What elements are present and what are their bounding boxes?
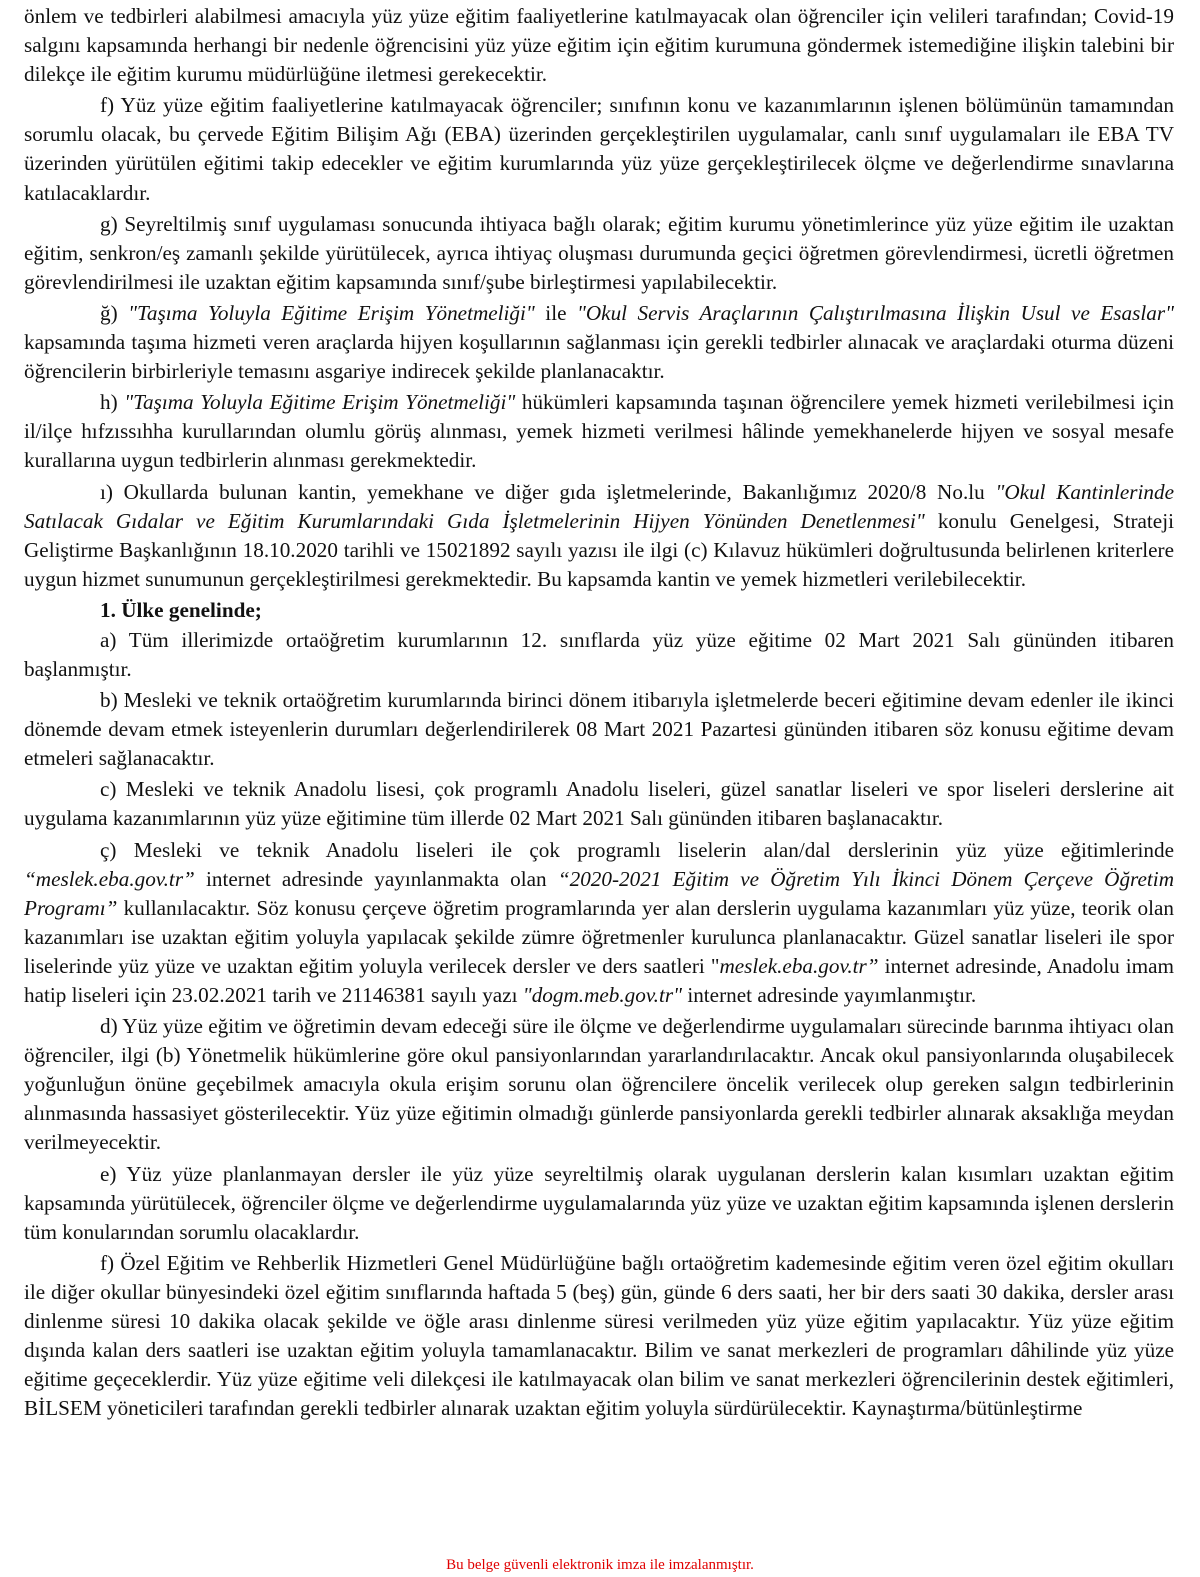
paragraph-text: a) Tüm illerimizde ortaöğretim kurumlarının 12. sınıflarda yüz yüze eğitime 02 Mart 2021 Salı gününden itibaren başlanmıştır. [24,627,1174,681]
paragraph-text: d) Yüz yüze eğitim ve öğretimin devam edeceği süre ile ölçme ve değerlendirme uygulamaları sürecinde barınma ihtiyacı olan öğrenciler, ilgi (b) Yönetmelik hükümlerine göre okul pansiyonlarından yararlandırılacaktır. Ancak okul pansiyonlarında oluşabilecek yoğunluğun önüne geçebilmek amacıyla okula erişim sorunu olan öğrencilere öncelik verilecek olup gereken salgın tedbirlerinin alınmasında hassasiyet gösterilecektir. Yüz yüze eğitimin olmadığı günlerde pansiyonlarda gerekli tedbirler alınarak aksaklığa meydan verilmeyecektir. [24,1014,1174,1155]
quoted-title: meslek.eba.gov.tr” [719,953,879,978]
paragraph-text: f) Yüz yüze eğitim faaliyetlerine katılmayacak öğrenciler; sınıfının konu ve kazanımlarının işlenen bölümünün tamamından sorumlu olacak, bu çervede Eğitim Bilişim Ağı (EBA) üzerinden gerçekleştirilen uygulamalar, canlı sınıf uygulamaları ile EBA TV üzerinden yürütülen eğitimi takip edecekler ve eğitim kurumlarında yüz yüze gerçekleştirilecek ölçme ve değerlendirme sınavlarına katılacaklardır. [24,93,1174,205]
paragraph-text: h) [100,390,125,415]
paragraph-text: f) Özel Eğitim ve Rehberlik Hizmetleri Genel Müdürlüğüne bağlı ortaöğretim kademesinde eğitim veren özel eğitim okulları ile diğer okullar bünyesindeki özel eğitim sınıflarında haftada 5 (beş) gün, günde 6 ders saati, her bir ders saati 30 dakika, dersler arası dinlenme süresi 10 dakika olacak şekilde ve öğle arası dinlenme süresi verilmeden yüz yüze eğitim yapılacaktır. Yüz yüze eğitim dışında kalan ders saatleri ise uzaktan eğitim yoluyla tamamlanacaktır. Bilim ve sanat merkezleri de programları dâhilinde yüz yüze eğitime geçeceklerdir. Yüz yüze eğitime veli dilekçesi ile katılmayacak olan bilim ve sanat merkezleri öğrencilerinin destek eğitimleri, BİLSEM yöneticileri tarafından gerekli tedbirler alınarak uzaktan eğitim yoluyla sürdürülecektir. Kaynaştırma/bütünleştirme [24,1250,1174,1421]
paragraph-text: ç) Mesleki ve teknik Anadolu liseleri ile çok programlı liselerin alan/dal derslerinin yüz yüze eğitimlerinde [100,837,1174,862]
quoted-title: "Okul Kantinlerinde Satılacak Gıdalar ve Eğitim Kurumlarındaki Gıda İşletmelerinin Hijyen Yönünden Denetlenmesi" [24,479,1174,533]
section-heading [24,596,1174,625]
paragraph-text: b) Mesleki ve teknik ortaöğretim kurumlarında birinci dönem itibarıyla işletmelerde beceri eğitimine devam edenler ile ikinci dönemde devam etmek isteyenlerin durumları değerlendirilerek 08 Mart 2021 Pazartesi gününden itibaren söz konusu eğitime devam etmeleri sağlanacaktır. [24,688,1174,771]
quoted-title: "dogm.meb.gov.tr" [522,983,683,1007]
paragraph-f [24,91,1174,207]
paragraph-g-breve [24,299,1174,386]
paragraph-text: 1. Ülke genelinde; [100,597,262,622]
quoted-title: "Okul Servis Araçlarının Çalıştırılmasına İlişkin Usul ve Esaslar" [576,300,1174,325]
paragraph-i [24,478,1174,594]
paragraph-text: ile [534,300,577,325]
paragraph-text: hükümleri kapsamında taşınan öğrencilere yemek hizmeti verilebilmesi için il/ilçe hıfzıssıhha kurullarından olumlu görüş alınması, yemek hizmeti verilmesi hâlinde yemekhanelerde hijyen ve sosyal mesafe kurallarına uygun tedbirlerin alınması gerekmektedir. [24,390,1174,473]
paragraph-1a [24,626,1174,684]
paragraph-text: konulu Genelgesi, Strateji Geliştirme Başkanlığının 18.10.2020 tarihli ve 15021892 sayılı yazısı ile ilgi (c) Kılavuz hükümleri doğrultusunda belirlenen kriterlere uygun hizmet sunumunun gerçekleştirilmesi gerekmektedir. Bu kapsamda kantin ve yemek hizmetleri verilebilecektir. [24,508,1174,591]
paragraph-text: ğ) [100,300,129,325]
paragraph-g [24,210,1174,297]
paragraph-1f [24,1249,1174,1424]
paragraph-1d [24,1012,1174,1157]
paragraph-text: internet adresinde yayımlanmıştır. [682,983,977,1007]
paragraph-text: kapsamında taşıma hizmeti veren araçlarda hijyen koşullarının sağlanması için gerekli tedbirler alınacak ve araçlardaki oturma düzeni öğrencilerin birbirleriyle temasını asgariye indirecek şekilde planlanacaktır. [24,330,1174,384]
paragraph-text: kullanılacaktır. Söz konusu çerçeve öğretim programlarında yer alan derslerin uygulama kazanımları yüz yüze, teorik olan kazanımları ise uzaktan eğitim yoluyla yapılacak şekilde zümre öğretmenler kurulunca planlanacaktır. Güzel sanatlar liseleri ile spor liselerinde yüz yüze ve uzaktan eğitim yoluyla verilecek dersler ve ders saatleri " [24,895,1174,978]
paragraph-1b [24,686,1174,773]
paragraph-1e [24,1160,1174,1247]
paragraph-1c [24,775,1174,833]
paragraph-text: c) Mesleki ve teknik Anadolu lisesi, çok programlı Anadolu liseleri, güzel sanatlar liseleri ve spor liseleri derslerine ait uygulama kazanımlarının yüz yüze eğitimine tüm illerde 02 Mart 2021 Salı gününden itibaren başlanacaktır. [24,777,1174,831]
paragraph-text: ı) Okullarda bulunan kantin, yemekhane ve diğer gıda işletmelerinde, Bakanlığımız 2020/8 No.lu [100,479,996,504]
paragraph-text: önlem ve tedbirleri alabilmesi amacıyla yüz yüze eğitim faaliyetlerine katılmayacak olan öğrenciler için velileri tarafından; Covid-19 salgını kapsamında herhangi bir nedenle öğrencisini yüz yüze eğitim için eğitim kurumuna göndermek istemediğine ilişkin talebini bir dilekçe ile eğitim kurumu müdürlüğüne iletmesi gerekecektir. [24,4,1174,87]
paragraph-text: internet adresinde yayınlanmakta olan [194,866,558,891]
e-signature-notice: Bu belge güvenli elektronik imza ile imzalanmıştır. [446,1557,754,1573]
quoted-title: “2020-2021 Eğitim ve Öğretim Yılı İkinci Dönem Çerçeve Öğretim Programı” [24,866,1174,920]
quoted-title: "Taşıma Yoluyla Eğitime Erişim Yönetmeliği" [128,300,535,325]
document-page [24,2,1174,1425]
paragraph-h [24,388,1174,475]
quoted-title: “meslek.eba.gov.tr” [24,866,195,891]
quoted-title: "Taşıma Yoluyla Eğitime Erişim Yönetmeliği" [124,390,516,415]
paragraph-1c-cedilla [24,836,1174,1011]
paragraph-continuation [24,2,1174,89]
paragraph-text: g) Seyreltilmiş sınıf uygulaması sonucunda ihtiyaca bağlı olarak; eğitim kurumu yönetimlerince yüz yüze eğitim ile uzaktan eğitim, senkron/eş zamanlı şekilde yürütülecek, ayrıca ihtiyaç oluşması durumunda geçici öğretmen görevlendirmesi, ücretli öğretmen görevlendirilmesi ile uzaktan eğitim kapsamında sınıf/şube birleştirmesi yapılabilecektir. [24,211,1174,294]
paragraph-text: e) Yüz yüze planlanmayan dersler ile yüz yüze seyreltilmiş olarak uygulanan derslerin kalan kısımları uzaktan eğitim kapsamında yürütülecek, öğrenciler ölçme ve değerlendirme uygulamalarında yüz yüze ve uzaktan eğitim kapsamında işlenen derslerin tüm konularından sorumlu olacaklardır. [24,1161,1174,1244]
paragraph-text: internet adresinde, Anadolu imam hatip liseleri için 23.02.2021 tarih ve 21146381 sayılı yazı [24,953,1174,1007]
